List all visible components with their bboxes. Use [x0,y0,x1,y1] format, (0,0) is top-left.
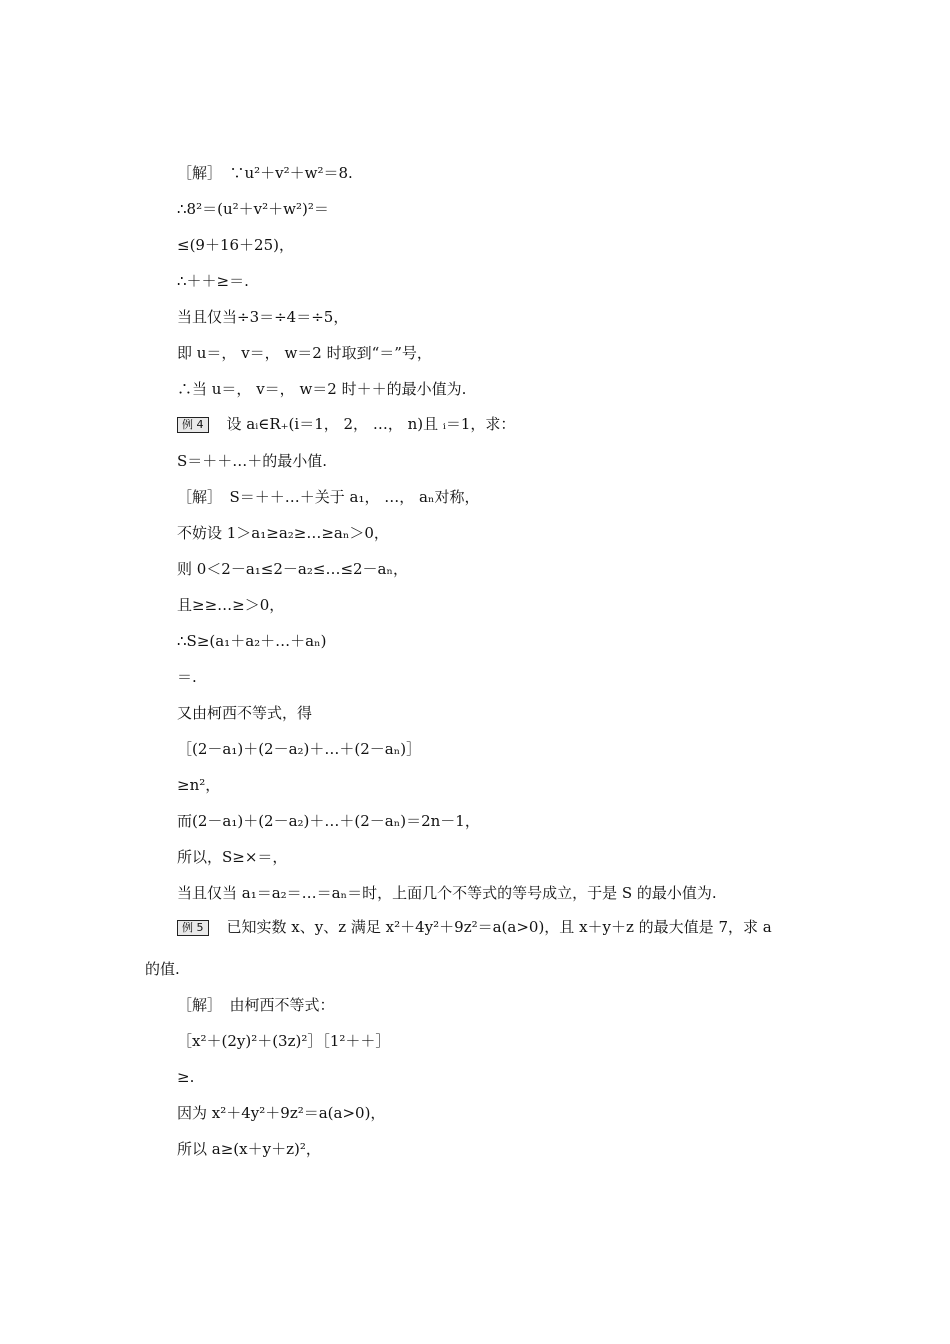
text-line-3: ≤(9＋16＋25)， [177,236,294,254]
text-line-6: 即 u＝， v＝， w＝2 时取到“＝”号， [177,344,432,362]
text-line-4: ∴＋＋≥＝. [177,272,249,290]
text-line-24: ［解］ 由柯西不等式： [177,996,335,1014]
text-line-18: ≥n²， [177,776,221,794]
text-line-7: ∴当 u＝， v＝， w＝2 时＋＋的最小值为. [177,380,467,398]
text-line-26: ≥. [177,1068,195,1086]
example-4-heading [0,414,950,434]
text-line-27: 因为 x²＋4y²＋9z²＝a(a>0)， [177,1104,386,1122]
text-line-21: 当且仅当 a₁＝a₂＝…＝aₙ＝时，上面几个不等式的等号成立，于是 S 的最小值为. [177,884,717,902]
text-line-17: ［(2－a₁)＋(2－a₂)＋…＋(2－aₙ)］ [177,740,422,758]
text-line-28: 所以 a≥(x＋y＋z)²， [177,1140,321,1158]
text-line-10: ［解］ S＝＋＋…＋关于 a₁， …， aₙ对称， [177,488,480,506]
example-4-badge: 例 4 [177,417,209,433]
text-line-11: 不妨设 1＞a₁≥a₂≥…≥aₙ＞0， [177,524,389,542]
text-line-9: S＝＋＋…＋的最小值. [177,452,328,470]
text-line-14: ∴S≥(a₁＋a₂＋…＋aₙ) [177,632,327,650]
text-line-13: 且≥≥…≥＞0， [177,596,285,614]
text-line-16: 又由柯西不等式，得 [177,704,313,722]
text-line-12: 则 0＜2－a₁≤2－a₂≤…≤2－aₙ， [177,560,408,578]
text-line-20: 所以，S≥×＝， [177,848,288,866]
example-5-heading [0,917,950,937]
text-line-25: ［x²＋(2y)²＋(3z)²］［1²＋＋］ [177,1032,391,1050]
text-line-19: 而(2－a₁)＋(2－a₂)＋…＋(2－aₙ)＝2n－1， [177,812,480,830]
text-line-5: 当且仅当÷3＝÷4＝÷5， [177,308,349,326]
text-line-2: ∴8²＝(u²＋v²＋w²)²＝ [177,200,329,218]
example-5-badge: 例 5 [177,920,209,936]
text-line-15: ＝. [177,668,197,686]
example-4-text: 设 aᵢ∈R₊(i＝1， 2， …， n)且 ᵢ＝1，求： [226,415,516,433]
text-line-23: 的值. [145,960,180,978]
example-5-text: 已知实数 x、y、z 满足 x²＋4y²＋9z²＝a(a>0)，且 x＋y＋z 的最大值是 7，求 a [226,918,772,936]
text-line-1: ［解］ ∵u²＋v²＋w²＝8. [177,164,353,182]
